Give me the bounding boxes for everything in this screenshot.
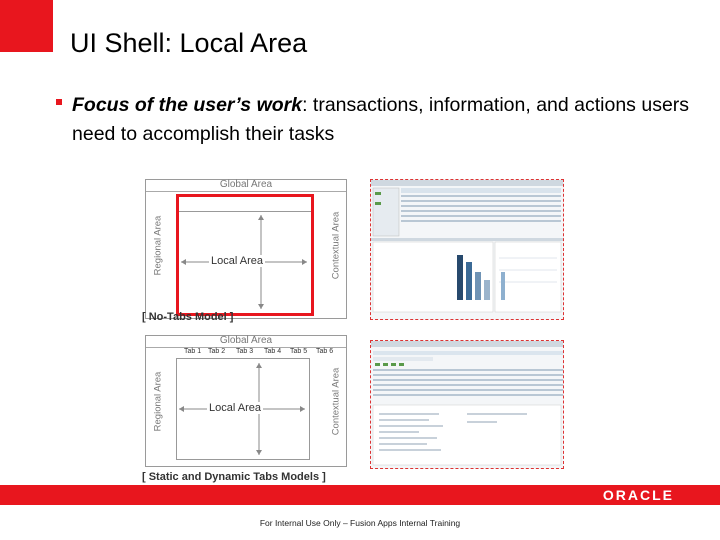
- local-area-label: Local Area: [209, 402, 261, 414]
- contextual-area-label: Contextual Area: [330, 367, 342, 436]
- slide-title: UI Shell: Local Area: [70, 28, 308, 58]
- contextual-area-label: Contextual Area: [330, 211, 342, 280]
- tab-4: Tab 4: [264, 348, 282, 355]
- tab-row: [146, 348, 346, 358]
- screenshot-graphic: [371, 341, 563, 468]
- tabs-caption: [ Static and Dynamic Tabs Models ]: [142, 471, 326, 483]
- bullet-body: : transactions, information, and actions users need to accomplish their tasks: [72, 94, 690, 145]
- global-area-label: Global Area: [219, 335, 273, 346]
- regional-area-label: Regional Area: [152, 371, 164, 432]
- bullet-emphasis: Focus of the user’s work: [72, 94, 303, 116]
- tab-3: Tab 3: [236, 348, 254, 355]
- tab-5: Tab 5: [290, 348, 308, 355]
- global-area-bar: [146, 336, 346, 348]
- global-area-bar: [146, 180, 346, 192]
- local-area-box: [176, 194, 314, 316]
- no-tabs-diagram: [145, 179, 347, 319]
- no-tabs-caption: [ No-Tabs Model ]: [142, 311, 234, 323]
- screenshot-graphic: [371, 180, 563, 319]
- regional-area-label: Regional Area: [152, 215, 164, 276]
- tab-2: Tab 2: [208, 348, 226, 355]
- brand-red-square: [0, 0, 53, 52]
- global-area-label: Global Area: [219, 179, 273, 190]
- app-screenshot-no-tabs: [370, 179, 564, 320]
- tabs-diagram: [145, 335, 347, 467]
- tab-6: Tab 6: [316, 348, 334, 355]
- local-area-label: Local Area: [211, 255, 263, 267]
- local-area-box: [176, 358, 310, 460]
- app-screenshot-tabs: [370, 340, 564, 469]
- oracle-logo: ORACLE: [602, 487, 674, 503]
- footer-note: For Internal Use Only – Fusion Apps Internal Training: [259, 518, 461, 528]
- bullet-text: [72, 91, 712, 149]
- tab-1: Tab 1: [184, 348, 202, 355]
- bullet-marker: [56, 99, 62, 105]
